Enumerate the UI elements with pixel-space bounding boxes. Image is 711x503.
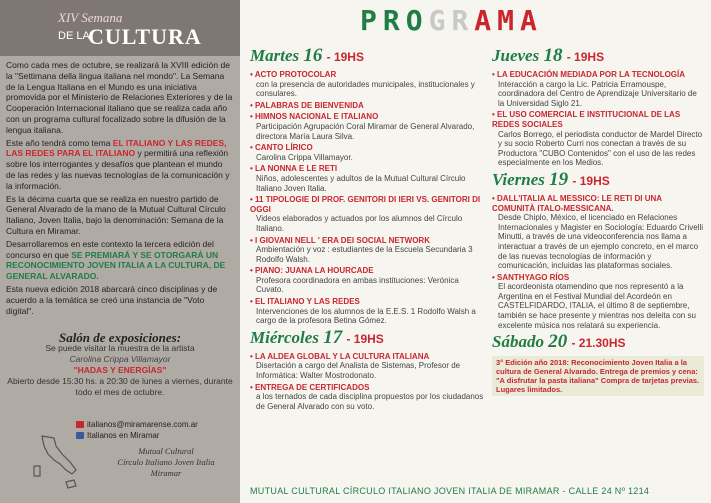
day-time: - 19HS [326,50,364,64]
viernes-items [492,194,704,330]
day-number: 18 [543,45,563,66]
day-number: 17 [323,326,343,348]
day-time: - 19HS [346,331,384,346]
day-name: Viernes [492,169,545,189]
org-signature [96,446,236,479]
program-item-desc: Carolina Crippa Villamayor. [256,152,353,162]
program-item [492,70,704,108]
program-item-desc: a los ternados de cada disciplina propuestos por los ciudadanos de General Alvarado con su voto. [256,392,484,411]
program-item-title: • LA EDUCACIÓN MEDIADA POR LA TECNOLOGÍA [492,70,704,80]
program-item-desc: El acordeonista otamendino que nos representó a la Argentina en el Festival Mundial del Acordeón en CASTELFIDARDO, ITALIA, el último 8 de septiembre, también se hace presente y mientras nos deleita con su excelente música nos relatará su experiencia. [498,282,696,330]
program-column-left [250,44,488,413]
program-item [250,164,488,193]
program-item [492,110,704,168]
intro-p2 [6,138,234,192]
program-item [250,101,488,111]
program-item-desc: Videos elaborados y actuados por los alumnos del Círculo Italiano. [256,214,463,233]
program-panel [240,0,711,503]
program-item-title: • LA ALDEA GLOBAL Y LA CULTURA ITALIANA [250,352,488,362]
program-item-title: • ENTREGA DE CERTIFICADOS [250,383,488,393]
salon-title: Salón de exposiciones: [58,330,182,345]
sabado-highlight: 3° Edición año 2018: Reconocimiento Joven Italia a la cultura de General Alvarado. Entrega de premios y cena: "A disfrutar la pasta italiana" Compra de tarjetas previas. Lugares limitados. [492,356,704,396]
day-viernes [492,170,704,191]
day-name: Sábado [492,332,544,352]
program-item-title: • PALABRAS DE BIENVENIDA [250,101,488,111]
day-martes [250,46,488,67]
day-time: - 19HS [572,173,610,188]
facebook-row[interactable] [76,430,198,441]
program-item [250,266,488,295]
program-item-title: • SANTHYAGO RÍOS [492,273,704,283]
program-item-title: • LA NONNA E LE RETI [250,164,488,174]
miercoles-items [250,352,488,412]
program-item-title: • DALL'ITALIA AL MESSICO: LE RETI DI UNA COMUNITÀ ITALO-MESSICANA. [492,194,704,213]
programa-title [360,4,543,37]
program-item-title: • HIMNOS NACIONAL E ITALIANO [250,112,488,122]
day-jueves [492,46,704,67]
program-item-desc: Niños, adolescentes y adultos de la Mutual Cultural Círculo Italiano Joven Italia. [256,173,466,193]
intro-p5: Esta nueva edición 2018 abarcará cinco disciplinas y de acuerdo a la temática se creó una instancia de "Voto digital". [6,283,218,316]
intro-p2c: y permitirá una reflexión sobre los interrogantes y desafíos que plantean el mundo de las redes y las nuevas tecnologías de la comunicación y la información. [6,148,230,191]
intro-p4 [6,239,234,282]
program-item-desc: Intervenciones de los alumnos de la E.E.S. 1 Rodolfo Walsh a cargo de la profesora Betina Gómez. [256,306,476,326]
program-item-title: • 11 TIPOLOGIE DI PROF. GENITORI DI IERI VS. GENITORI DI OGGI [250,195,488,214]
day-number: 20 [548,331,568,353]
award-highlight: SE PREMIARÁ Y SE OTORGARÁ UN RECONOCIMIENTO JOVEN ITALIA A LA CULTURA, DE GENERAL ALVARADO. [6,249,226,282]
day-sabado [492,332,704,353]
contact-info [76,419,198,441]
intro-p3: Es la décima cuarta que se realiza en nuestro partido de General Alvarado de la mano de la Mutual Cultural Círculo Italiano, Joven Italia, bajo la denominación: Semana de la Cultura en Miramar. [6,193,226,236]
program-item-desc: Carlos Borrego, el periodista conductor de Mardel Directo y su socio Roberto Curri nos conectan a través de su Productora "CUBO Contenidos" con el uso de las redes especialmente en los Medios. [498,129,703,168]
programa-letter: P [360,4,383,37]
program-item-desc: Participación Agrupación Coral Miramar de General Alvarado, directora María Laura Silva. [256,121,475,141]
day-name: Martes [250,46,300,65]
day-time: - 19HS [566,50,605,64]
programa-letter: R [451,4,475,37]
theme-highlight: EL ITALIANO Y LAS REDES, LAS REDES PARA EL ITALIANO [6,137,227,159]
email-icon [76,421,84,428]
program-item-title: • I GIOVANI NELL ' ERA DEI SOCIAL NETWORK [250,236,488,246]
program-item-title: • PIANO: JUANA LA HOURCADE [250,266,488,276]
program-item-desc: Profesora coordinadora en ambas instituciones: Verónica Cuvato. [256,275,459,295]
program-item [492,194,704,271]
program-item [250,352,488,381]
edition-label: XIV Semana [58,10,123,25]
program-item-title: • CANTO LÍRICO [250,143,488,153]
facebook-text[interactable]: Italianos en Miramar [87,431,160,440]
program-item-desc: Disertación a cargo del Analista de Sistemas, Profesor de Informática: Walter Mostrodonato. [256,361,461,381]
email-row[interactable] [76,419,198,430]
program-item-desc: Desde Chiplo, México, el licenciado en Relaciones Internacionales y Magister en Sociología: Eduardo Crivelli Minutti, a través de una videoconferencia nos llama a interactuar a través de un ejemplo concreto, en el marco de las nuevas tecnologías de información y comunicación, incluidas las plataformas sociales. [498,213,703,271]
salon-section [6,332,234,398]
italy-map-icon [20,432,90,496]
program-item-desc: Ambientación y voz : estudiantes de la Escuela Secundaria 3 Rodolfo Walsh. [256,245,473,264]
program-item [250,112,488,141]
org-line1: Mutual Cultural [138,446,194,456]
footer-address: MUTUAL CULTURAL CÍRCULO ITALIANO JOVEN ITALIA DE MIRAMAR - CALLE 24 Nº 1214 [250,486,650,496]
intro-p4a: Desarrollaremos en este contexto la tercera edición del concurso en que [6,238,214,260]
intro-p1: Como cada mes de octubre, se realizará la XVIII edición de la "Settimana della lingua italiana nel mondo". La Semana de la Lengua Italiana en el Mundo es una iniciativa promovida por el Ministerio de Relaciones Exteriores y de la Cooperación Internacional italiano que se realiza cada año con un programa cultural focalizado sobre la difusión de la lengua italiana. [6,60,233,135]
de-la-label: DE LA [58,30,90,42]
programa-letter: M [497,4,521,37]
org-line2: Círculo Italiano Joven Italia [117,457,215,467]
programa-letter: A [520,4,543,37]
programa-letter: G [428,4,452,37]
facebook-icon [76,432,84,439]
jueves-items [492,70,704,168]
programa-letter: A [474,4,498,37]
org-line3: Miramar [150,468,182,478]
martes-items [250,70,488,326]
day-miercoles [250,328,488,349]
program-item-desc: Interacción a cargo la Lic. Patricia Erramouspe, coordinadora del Centro de Aprendizaje Universitario de la Universidad Siglo 21. [498,79,697,108]
program-item-title: • EL USO COMERCIAL E INSTITUCIONAL DE LAS REDES SOCIALES [492,110,704,129]
intro-p2a: Este año tendrá como tema [6,137,113,148]
program-item [492,273,704,331]
program-item-title: • EL ITALIANO Y LAS REDES [250,297,488,307]
day-time: - 21.30HS [571,336,626,351]
day-name: Miércoles [250,327,319,347]
program-item [250,236,488,265]
day-number: 16 [303,45,323,66]
program-item [250,297,488,326]
salon-line1: Se puede visitar la muestra de la artista [45,343,195,353]
program-item-desc: con la presencia de autoridades municipales, institucionales y consulares. [256,79,475,99]
intro-text [6,60,234,318]
programa-letter: O [405,4,429,37]
program-item [250,383,488,412]
salon-hours: Abierto desde 15:30 hs. a 20:30 de lunes a viernes, durante todo el mes de octubre. [7,376,233,397]
program-item [250,195,488,233]
email-text[interactable]: italianos@miramarense.com.ar [87,420,198,429]
artist-name: Carolina Crippa Villamayor [69,354,171,364]
exhibition-title: "HADAS Y ENERGÍAS" [73,365,167,375]
program-column-right [492,44,704,396]
program-item [250,70,488,99]
program-item-title: • ACTO PROTOCOLAR [250,70,488,80]
day-name: Jueves [492,46,540,65]
day-number: 19 [549,168,569,190]
programa-letter: R [382,4,406,37]
cultura-title: CULTURA [88,24,202,49]
program-item [250,143,488,162]
